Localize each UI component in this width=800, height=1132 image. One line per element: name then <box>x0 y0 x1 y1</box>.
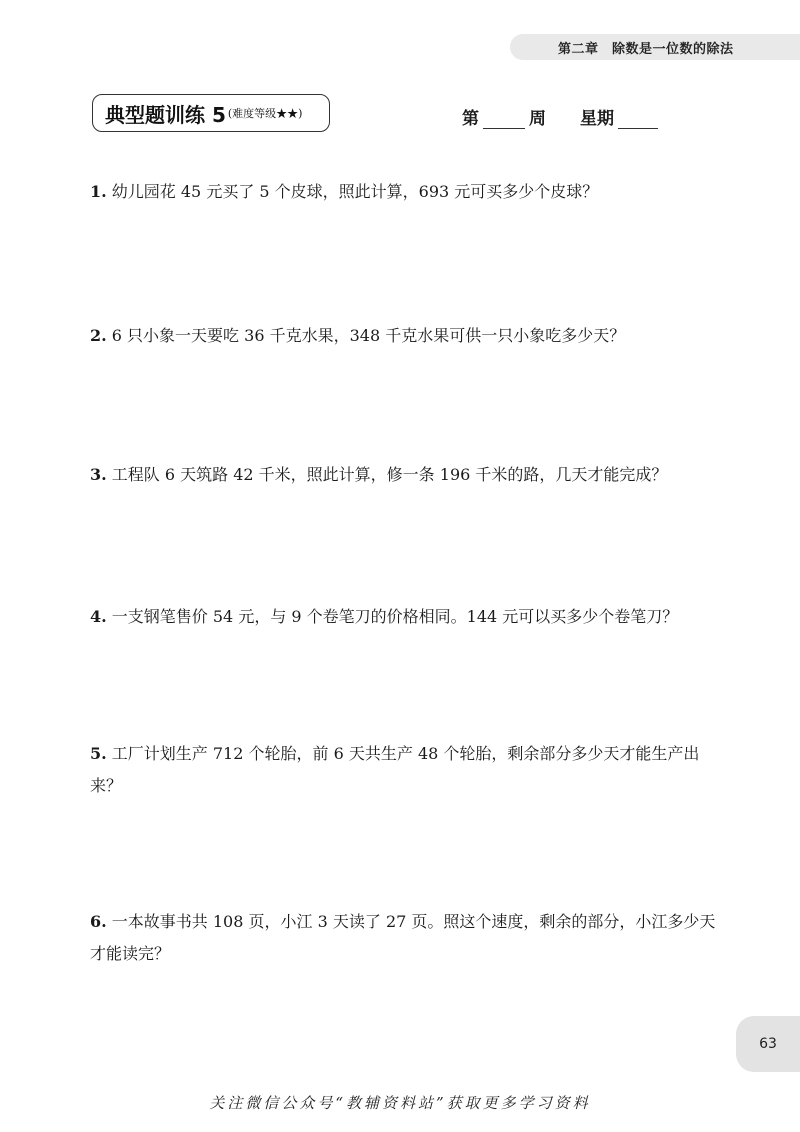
problem-text: 一本故事书共 108 页，小江 3 天读了 27 页。照这个速度，剩余的部分，小江多少天才能读完？ <box>90 912 716 963</box>
problem-6 <box>90 906 720 970</box>
problem-number: 6. <box>90 912 107 931</box>
weekday-label: 星期 <box>580 109 614 129</box>
problem-4 <box>90 601 720 633</box>
problem-text: 工程队 6 天筑路 42 千米，照此计算，修一条 196 千米的路，几天才能完成？ <box>106 465 668 484</box>
problem-number: 4. <box>90 607 107 626</box>
problem-number: 3. <box>90 465 107 484</box>
difficulty-label: (难度等级★★) <box>227 107 303 120</box>
footer-note: 关注微信公众号“教辅资料站”获取更多学习资料 <box>209 1094 591 1112</box>
week-blank[interactable] <box>483 110 525 129</box>
problem-number: 1. <box>90 182 107 201</box>
problem-1 <box>90 176 720 208</box>
section-title: 典型题训练 5 <box>105 102 226 127</box>
problem-text: 工厂计划生产 712 个轮胎，前 6 天共生产 48 个轮胎，剩余部分多少天才能生产出来？ <box>90 744 700 795</box>
problem-text: 一支钢笔售价 54 元，与 9 个卷笔刀的价格相同。144 元可以买多少个卷笔刀？ <box>106 607 679 626</box>
week-prefix: 第 <box>462 109 479 129</box>
problem-number: 2. <box>90 326 107 345</box>
problem-text: 幼儿园花 45 元买了 5 个皮球，照此计算，693 元可买多少个皮球？ <box>106 182 599 201</box>
problem-text: 6 只小象一天要吃 36 千克水果，348 千克水果可供一只小象吃多少天？ <box>106 326 626 345</box>
problem-number: 5. <box>90 744 107 763</box>
problem-5 <box>90 738 720 802</box>
problem-3 <box>90 459 720 491</box>
section-title-box <box>92 94 330 132</box>
page-number: 63 <box>736 1016 800 1072</box>
chapter-header: 第二章 除数是一位数的除法 <box>558 42 734 57</box>
week-label: 周 <box>529 109 546 129</box>
problem-2 <box>90 320 720 352</box>
week-date-line <box>462 104 658 129</box>
weekday-blank[interactable] <box>618 110 658 129</box>
